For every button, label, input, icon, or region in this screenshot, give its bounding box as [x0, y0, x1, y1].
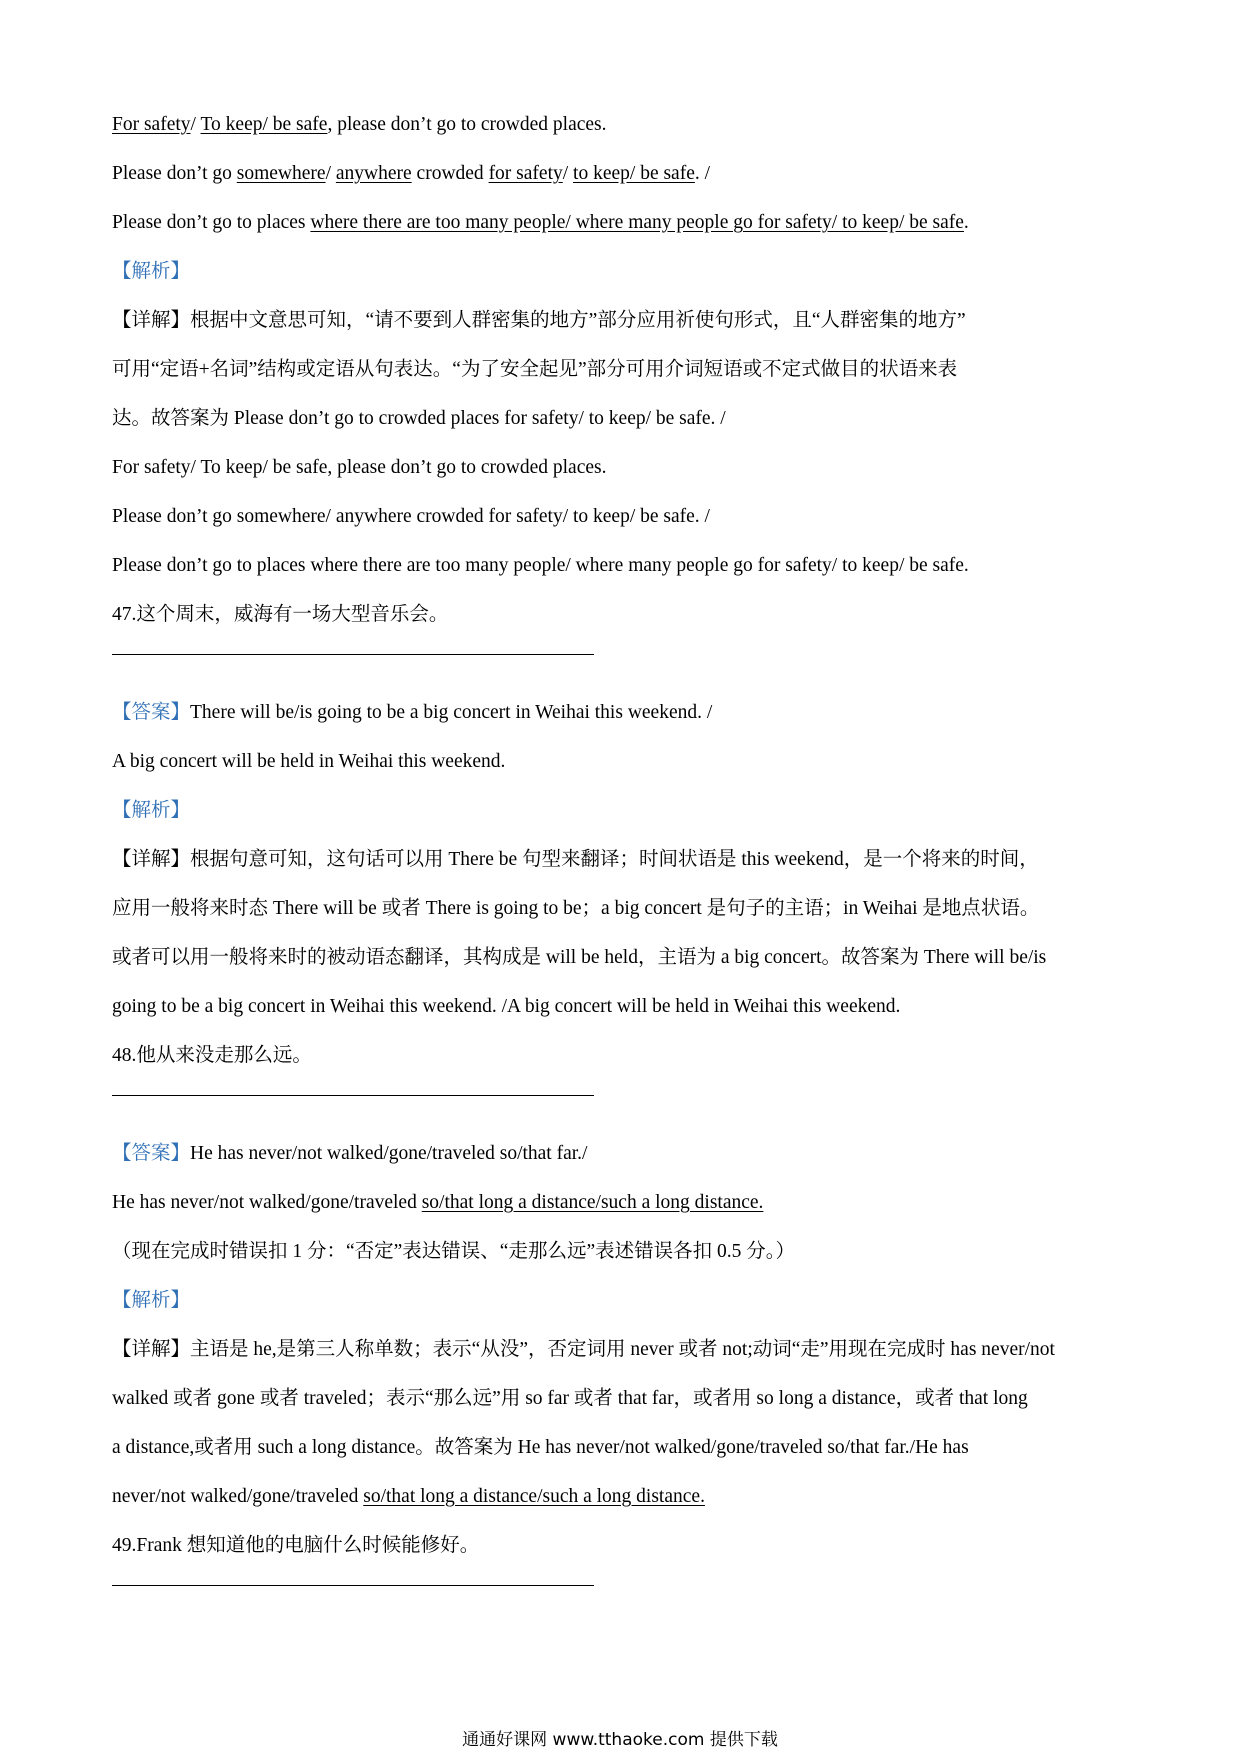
text-run: , please don’t go to crowded places. — [327, 114, 607, 135]
text-run: crowded — [411, 163, 489, 184]
blank-rule — [112, 654, 594, 655]
answer-line — [112, 1129, 1130, 1178]
answer-line — [112, 198, 1130, 247]
underlined-phrase: somewhere — [236, 163, 326, 184]
analysis-heading: 【解析】 — [112, 1290, 191, 1311]
answer-line — [112, 688, 1130, 737]
document-page — [112, 100, 1130, 1619]
underlined-phrase: anywhere — [335, 163, 412, 184]
analysis-heading: 【解析】 — [112, 261, 191, 282]
answer-line — [112, 1178, 1130, 1227]
question-49: 49.Frank 想知道他的电脑什么时候能修好。 — [112, 1535, 480, 1556]
answer-tag: 【答案】 — [112, 702, 191, 723]
detail-line: walked 或者 gone 或者 traveled；表示“那么远”用 so far 或者 that far，或者用 so long a distance，或者 that long — [112, 1388, 1028, 1409]
text-run: . / — [694, 163, 711, 184]
page-footer: 通通好课网 www.tthaoke.com 提供下载 — [462, 1730, 778, 1750]
underlined-phrase: To keep — [200, 114, 263, 135]
detail-line: 可用“定语+名词”结构或定语从句表达。“为了安全起见”部分可用介词短语或不定式做目的状语来表 — [112, 359, 958, 380]
answer-text: He has never/not walked/gone/traveled so/that far./ — [190, 1143, 588, 1164]
detail-tag: 【详解】 — [112, 849, 191, 870]
detail-line: Please don’t go somewhere/ anywhere crowded for safety/ to keep/ be safe. / — [112, 506, 710, 527]
underlined-phrase: for safety — [488, 163, 563, 184]
answer-line: A big concert will be held in Weihai this weekend. — [112, 751, 506, 772]
question-47: 47.这个周末，威海有一场大型音乐会。 — [112, 604, 449, 625]
detail-tag: 【详解】 — [112, 310, 191, 331]
detail-line: going to be a big concert in Weihai this weekend. /A big concert will be held in Weihai this weekend. — [112, 996, 901, 1017]
text-run: / — [325, 163, 336, 184]
scoring-note: （现在完成时错误扣 1 分：“否定”表达错误、“走那么远”表述错误各扣 0.5 分。） — [112, 1241, 795, 1262]
answer-text: He has never/not walked/gone/traveled — [112, 1192, 422, 1213]
detail-line: a distance,或者用 such a long distance。故答案为 He has never/not walked/gone/traveled so/that far./He has — [112, 1437, 969, 1458]
detail-line: 或者可以用一般将来时的被动语态翻译，其构成是 will be held，主语为 a big concert。故答案为 There will be/is — [112, 947, 1047, 968]
detail-tag: 【详解】 — [112, 1339, 191, 1360]
underlined-phrase: so/that long a distance/such a long distance. — [363, 1486, 705, 1507]
detail-text: 根据句意可知，这句话可以用 There be 句型来翻译；时间状语是 this weekend，是一个将来的时间， — [190, 849, 1039, 870]
answer-tag: 【答案】 — [112, 1143, 191, 1164]
blank-rule — [112, 1585, 594, 1586]
text-run: / — [190, 114, 201, 135]
underlined-phrase: so/that long a distance/such a long distance. — [421, 1192, 764, 1213]
detail-line — [112, 1472, 1130, 1521]
detail-line — [112, 296, 1130, 345]
text-run: Please don’t go to places — [112, 212, 311, 233]
underlined-phrase: to keep/ be safe — [573, 163, 695, 184]
text-run: / — [562, 163, 574, 184]
text-run: . — [963, 212, 969, 233]
detail-line: Please don’t go to places where there are too many people/ where many people go for safety/ to keep/ be safe. — [112, 555, 969, 576]
answer-blank — [112, 1080, 1130, 1129]
detail-line — [112, 835, 1130, 884]
answer-line — [112, 149, 1130, 198]
underlined-phrase: where there are too many people/ where many people go for safety/ to keep/ be safe — [310, 212, 964, 233]
text-run: Please don’t go — [112, 163, 237, 184]
underlined-phrase: / be safe — [262, 114, 328, 135]
detail-line: 达。故答案为 Please don’t go to crowded places for safety/ to keep/ be safe. / — [112, 408, 726, 429]
detail-line: 应用一般将来时态 There will be 或者 There is going to be；a big concert 是句子的主语；in Weihai 是地点状语。 — [112, 898, 1040, 919]
answer-text: There will be/is going to be a big concert in Weihai this weekend. / — [190, 702, 713, 723]
answer-blank — [112, 639, 1130, 688]
detail-text: 根据中文意思可知，“请不要到人群密集的地方”部分应用祈使句形式，且“人群密集的地方” — [190, 310, 966, 331]
detail-text: 主语是 he,是第三人称单数；表示“从没”，否定词用 never 或者 not;动词“走”用现在完成时 has never/not — [190, 1339, 1055, 1360]
answer-line — [112, 100, 1130, 149]
detail-line: For safety/ To keep/ be safe, please don’t go to crowded places. — [112, 457, 607, 478]
question-48: 48.他从来没走那么远。 — [112, 1045, 312, 1066]
underlined-phrase: For safety — [112, 114, 191, 135]
detail-line — [112, 1325, 1130, 1374]
analysis-heading: 【解析】 — [112, 800, 191, 821]
answer-blank — [112, 1570, 1130, 1619]
blank-rule — [112, 1095, 594, 1096]
detail-text: never/not walked/gone/traveled — [112, 1486, 364, 1507]
